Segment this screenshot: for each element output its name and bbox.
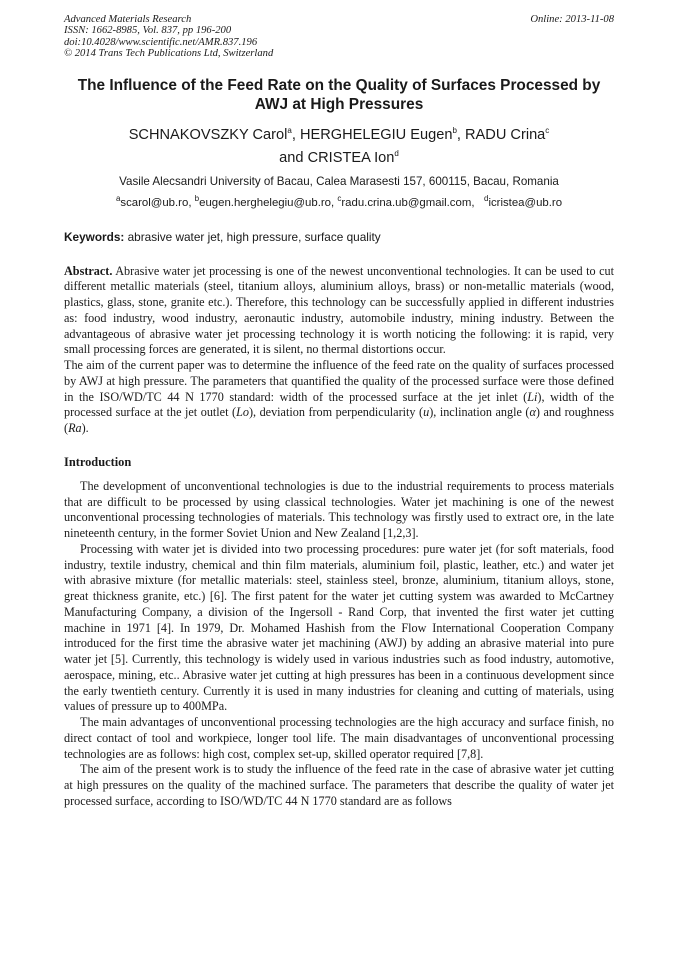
parameter-symbol: Lo <box>236 405 249 420</box>
paper-page <box>64 14 614 810</box>
author-line-1 <box>64 124 614 147</box>
intro-paragraph: The main advantages of unconventional processing technologies are the high accuracy and surface finish, no direct contact of tool and workpiece, longer tool life. The main disadvantages of unconventional processing technologies are as follows: high cost, complex set-up, skilled operator required [7,8]. <box>64 715 614 761</box>
intro-paragraph: Processing with water jet is divided into two processing procedures: pure water jet (for soft materials, food industry, textile industry, chemical and thin film materials, aluminium foil, plastic, leather, etc.) and water jet with abrasive mixture (for metallic materials: steel, stainless steel, bronze, aluminium, titanium alloys, stone, great thickness granite, etc.) [6]. The first patent for the water jet cutting system was awarded to McCartney Manufacturing Company, a division of the Ingersoll - Rand Corp, that invented the first water jet cutting machine in 1971 [4]. In 1979, Dr. Mohamed Hashish from the Flow International Cooperation Company introduced for the first time the abrasive water jet machining (AWJ) by adding an abrasive material into pure water jet [5]. Currently, this technology is widely used in various industries such as food industry, automotive, aerospace, mining, etc.. Abrasive water jet cutting at high pressures has been in a continuous development since the early twentieth century. Currently it is used in many industries for cleaning and cutting of materials, using values of pressure up to 400MPa. <box>64 541 614 714</box>
email-address[interactable]: radu.crina.ub@gmail.com <box>341 196 472 209</box>
email-address[interactable]: icristea@ub.ro <box>488 196 563 209</box>
author-separator: , <box>456 126 466 143</box>
abstract <box>64 264 614 437</box>
author-name: SCHNAKOVSZKY Carol <box>128 126 288 143</box>
intro-paragraph: The aim of the present work is to study the influence of the feed rate in the case of abrasive water jet cutting at high pressures on the quality of the machined surface. The parameters that describe the quality of water jet processed surface, according to ISO/WD/TC 44 N 1770 standard are as follows <box>64 762 614 808</box>
journal-name: Advanced Materials Research <box>64 14 192 25</box>
abstract-paragraph-1 <box>64 264 614 359</box>
paper-title: The Influence of the Feed Rate on the Quality of Surfaces Processed by AWJ at High Pressures <box>77 76 601 114</box>
abstract-text: ). <box>81 421 89 436</box>
abstract-text: The aim of the current paper was to determine the influence of the feed rate on the quality of surfaces processed by AWJ at high pressure. The parameters that quantified the quality of the processed surface were those defined in the ISO/WD/TC 44 N 1770 standard: width of the processed surface at the jet inlet ( <box>64 358 614 404</box>
email-mark: d <box>483 193 489 203</box>
author-affil-mark: c <box>545 125 550 135</box>
email-mark: b <box>194 193 200 203</box>
parameter-symbol: α <box>529 405 536 420</box>
journal-header <box>64 14 614 60</box>
email-address[interactable]: scarol@ub.ro <box>120 196 189 209</box>
abstract-text: ) and roughness ( <box>64 405 615 436</box>
email-separator: , <box>188 196 195 209</box>
abstract-text: ), inclination angle ( <box>429 405 530 420</box>
email-mark: a <box>115 193 121 203</box>
author-list <box>64 124 614 170</box>
copyright-line: © 2014 Trans Tech Publications Ltd, Switzerland <box>64 48 274 60</box>
email-mark: c <box>337 193 342 203</box>
email-separator: , <box>471 196 481 209</box>
section-heading-introduction: Introduction <box>64 454 132 469</box>
keywords-label: Keywords: <box>64 229 125 244</box>
introduction-body <box>64 479 614 810</box>
parameter-symbol: Ra <box>68 421 82 436</box>
author-name: HERGHELEGIU Eugen <box>299 126 453 143</box>
abstract-text: ), width of the processed surface at the jet outlet ( <box>64 389 614 420</box>
email-separator: , <box>331 196 338 209</box>
author-affil-mark: d <box>394 148 399 158</box>
online-date: Online: 2013-11-08 <box>530 14 614 25</box>
abstract-text: Abrasive water jet processing is one of the newest unconventional technologies. It can be used to cut different metallic materials (steel, titanium alloys, aluminium alloys, brass) or non-metallic materials (wood, plastics, glass, stone, granite etc.). Therefore, this technology can be successfully applied in different industries as: food industry, wood industry, aeronautic industry, automobile industry, mining industry. Between the advantageous of abrasive water jet processing technology it is worth noticing the following: it is rapid, very small processing forces are generated, it is silent, no thermal distortions occur. <box>64 263 614 357</box>
author-name: RADU Crina <box>465 126 546 143</box>
keywords <box>64 230 614 245</box>
parameter-symbol: Li <box>527 389 538 404</box>
author-line-2 <box>64 147 614 170</box>
author-affil-mark: a <box>287 125 292 135</box>
affiliation: Vasile Alecsandri University of Bacau, Calea Marasesti 157, 600115, Bacau, Romania <box>119 174 559 188</box>
abstract-paragraph-2 <box>64 358 614 437</box>
intro-paragraph: The development of unconventional technologies is due to the industrial requirements to process materials that are difficult to be processed by using classical technologies. Water jet machining is one of the newest unconventional processing technologies of materials. This technology was firstly used to extract ore, in the late nineteenth century, in the former Soviet Union and New Zealand [1,2,3]. <box>64 478 614 541</box>
issn-line: ISSN: 1662-8985, Vol. 837, pp 196-200 <box>64 25 232 37</box>
email-list <box>64 193 614 211</box>
author-separator: , <box>291 126 300 143</box>
doi-line: doi:10.4028/www.scientific.net/AMR.837.196 <box>64 36 258 48</box>
author-name: and CRISTEA Ion <box>279 149 395 166</box>
email-address[interactable]: eugen.herghelegiu@ub.ro <box>199 196 332 209</box>
keywords-text: abrasive water jet, high pressure, surface quality <box>124 229 381 244</box>
author-affil-mark: b <box>452 125 457 135</box>
parameter-symbol: u <box>423 405 430 420</box>
journal-info <box>64 14 273 60</box>
abstract-text: ), deviation from perpendicularity ( <box>248 405 424 420</box>
abstract-label: Abstract. <box>64 263 113 278</box>
